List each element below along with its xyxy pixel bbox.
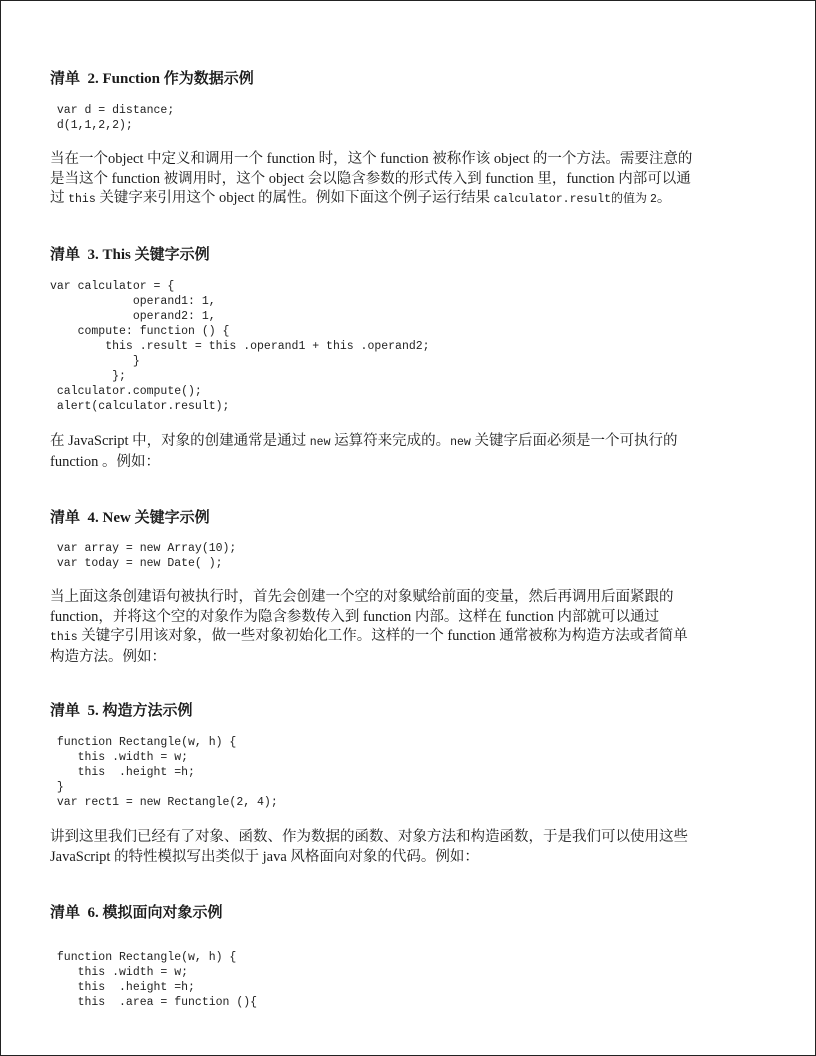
inline-code: new xyxy=(450,436,471,449)
paragraph-line: 过 this 关键字来引用这个 object 的属性。例如下面这个例子运行结果 calculator.result的值为 2。 xyxy=(50,190,672,206)
paragraph-line: 在 JavaScript 中，对象的创建通常是通过 new 运算符来完成的。new 关键字后面必须是一个可执行的 xyxy=(50,433,678,449)
paragraph-method xyxy=(50,150,772,210)
listing-3-heading: 清单 3. This 关键字示例 xyxy=(50,247,210,263)
inline-code: 2 xyxy=(650,193,657,206)
paragraph-line: function，并将这个空的对象作为隐含参数传入到 function 内部。这样在 function 内部就可以通过 xyxy=(50,608,659,625)
listing-4-heading: 清单 4. New 关键字示例 xyxy=(50,510,210,526)
listing-2-heading: 清单 2. Function 作为数据示例 xyxy=(50,71,254,87)
inline-code: calculator.result xyxy=(493,193,611,206)
listing-2-code: var d = distance; d(1,1,2,2); xyxy=(56,104,175,132)
paragraph-constructor xyxy=(50,588,772,667)
paragraph-line: 讲到这里我们已经有了对象、函数、作为数据的函数、对象方法和构造函数，于是我们可以使用这些 xyxy=(50,829,688,845)
paragraph-line: function 。例如： xyxy=(50,453,160,470)
inline-code: new xyxy=(309,436,331,449)
listing-3-code: var calculator = { operand1: 1, operand2: 1, compute: function () { this .result = this .operand1 + this .operand2; } }; calculator.compute(); alert(calculator.result); xyxy=(50,280,430,413)
inline-code: this xyxy=(68,193,96,206)
paragraph-line: 是当这个 function 被调用时，这个 object 会以隐含参数的形式传入到 function 里，function 内部可以通 xyxy=(50,170,691,187)
paragraph-line: this 关键字引用该对象，做一些对象初始化工作。这样的一个 function 通常被称为构造方法或者简单 xyxy=(50,628,688,644)
listing-4-code: var array = new Array(10); var today = new Date( ); xyxy=(56,542,237,570)
listing-5-heading: 清单 5. 构造方法示例 xyxy=(50,703,193,719)
inline-code: this xyxy=(50,631,78,644)
paragraph-line: 构造方法。例如： xyxy=(50,648,166,665)
listing-5-code: function Rectangle(w, h) { this .width = w; this .height =h; } var rect1 = new Rectangle(2, 4); xyxy=(56,736,278,809)
paragraph-new-operator xyxy=(50,432,772,472)
listing-6-heading: 清单 6. 模拟面向对象示例 xyxy=(50,905,223,921)
paragraph-summary xyxy=(50,828,772,867)
paragraph-line: JavaScript 的特性模拟写出类似于 java 风格面向对象的代码。例如： xyxy=(50,848,479,865)
paragraph-line: 当在一个object 中定义和调用一个 function 时，这个 function 被称作该 object 的一个方法。需要注意的 xyxy=(50,151,693,167)
paragraph-line: 当上面这条创建语句被执行时，首先会创建一个空的对象赋给前面的变量，然后再调用后面紧跟的 xyxy=(50,589,674,605)
listing-6-code: function Rectangle(w, h) { this .width = w; this .height =h; this .area = function (){ xyxy=(56,951,258,1009)
